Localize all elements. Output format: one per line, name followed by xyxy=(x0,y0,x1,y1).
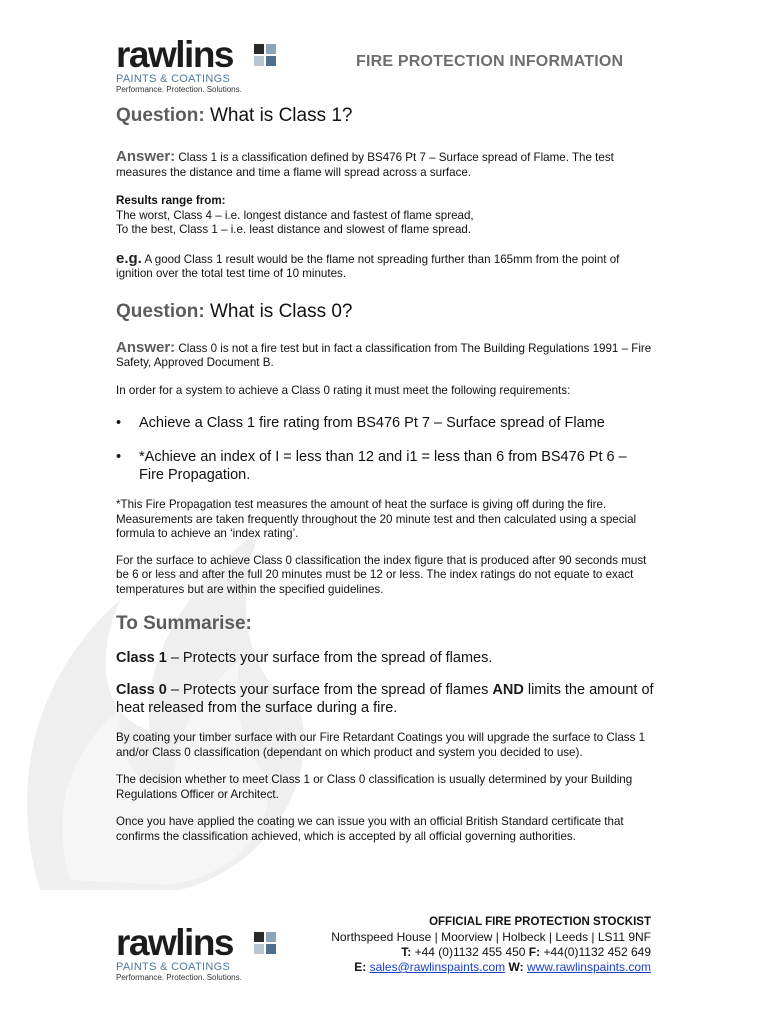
summary-paragraph: Once you have applied the coating we can issue you with an official British Standard certificate that confirms the classification achieved, which is accepted by all official governing authorities. xyxy=(116,815,624,843)
summary-class-1-label: Class 1 xyxy=(116,650,167,666)
answer-text: Class 1 is a classification defined by BS476 Pt 7 – Surface spread of Flame. The test measures the distance and time a flame will spread across a surface. xyxy=(116,151,614,179)
logo-squares-icon xyxy=(254,932,276,954)
summary-class-0-text: – Protects your surface from the spread of flames xyxy=(166,682,493,698)
summary-class-0-text-end: limits the amount of heat released from the surface during a fire. xyxy=(116,682,654,716)
fax-number: +44(0)1132 452 649 xyxy=(540,945,651,959)
logo-squares-icon xyxy=(254,44,276,66)
logo-wordmark: rawlins xyxy=(116,922,233,963)
header-logo xyxy=(116,34,242,95)
results-range xyxy=(116,194,654,238)
logo-wordmark: rawlins xyxy=(116,34,233,75)
footer-contact xyxy=(331,915,651,975)
summary-paragraph: The decision whether to meet Class 1 or Class 0 classification is usually determined by your Building Regulations Officer or Architect. xyxy=(116,773,633,801)
fax-label: F: xyxy=(528,945,541,959)
phone-number: +44 (0)1132 455 450 xyxy=(411,945,529,959)
question-label: Question: xyxy=(116,300,205,322)
question-text: What is Class 0? xyxy=(209,300,353,322)
footer-phone xyxy=(331,945,651,960)
question-label: Question: xyxy=(116,105,205,126)
example-text: A good Class 1 result would be the flame not spreading further than 165mm from the point of ignition over the total test time of 10 minutes. xyxy=(116,252,620,280)
answer-label: Answer: xyxy=(116,338,176,356)
question-class-1 xyxy=(116,104,654,128)
summary-paragraph: By coating your timber surface with our Fire Retardant Coatings you will upgrade the surface to Class 1 and/or Class 0 classification (dependant on which product and system you decided to use). xyxy=(116,731,646,759)
requirements-list xyxy=(116,414,654,484)
main-content xyxy=(116,104,654,844)
results-range-title: Results range from: xyxy=(116,194,226,207)
footer-logo xyxy=(116,922,242,983)
list-item: • *Achieve an index of I = less than 12 and i1 = less than 6 from BS476 Pt 6 – Fire Propagation. xyxy=(116,448,654,484)
answer-class-0 xyxy=(116,338,654,371)
summary-title: To Summarise: xyxy=(116,613,252,634)
summary-class-1 xyxy=(116,649,654,667)
footer-links xyxy=(331,960,651,975)
web-label: W: xyxy=(508,960,524,974)
email-link[interactable]: sales@rawlinspaints.com xyxy=(369,960,506,974)
phone-label: T: xyxy=(401,945,412,959)
page-title: FIRE PROTECTION INFORMATION xyxy=(356,53,624,70)
question-text: What is Class 1? xyxy=(209,105,353,126)
website-link[interactable]: www.rawlinspaints.com xyxy=(526,960,651,974)
question-class-0 xyxy=(116,300,654,324)
logo-subtitle: PAINTS & COATINGS xyxy=(116,961,231,973)
footer-address: Northspeed House | Moorview | Holbeck | Leeds | LS11 9NF xyxy=(331,930,651,944)
answer-text: Class 0 is not a fire test but in fact a classification from The Building Regulations 1991 – Fire Safety, Approved Document B. xyxy=(116,341,652,369)
list-item: • Achieve a Class 1 fire rating from BS476 Pt 7 – Surface spread of Flame xyxy=(116,414,654,432)
answer-label: Answer: xyxy=(116,148,176,165)
fire-propagation-note: *This Fire Propagation test measures the amount of heat the surface is giving off during the fire. Measurements are taken frequently throughout the 20 minute test and then calculated using a special formula to achieve an ‘index rating’. xyxy=(116,498,637,540)
email-label: E: xyxy=(354,960,367,974)
logo-tagline: Performance. Protection. Solutions. xyxy=(116,85,242,94)
requirements-intro: In order for a system to achieve a Class 0 rating it must meet the following requirements: xyxy=(116,383,571,397)
results-range-worst: The worst, Class 4 – i.e. longest distance and fastest of flame spread, xyxy=(116,208,474,222)
summary-class-0-label: Class 0 xyxy=(116,682,167,698)
footer-title: OFFICIAL FIRE PROTECTION STOCKIST xyxy=(429,916,651,928)
example-class-1 xyxy=(116,249,654,282)
summary-class-0 xyxy=(116,681,654,717)
index-explanation: For the surface to achieve Class 0 classification the index figure that is produced after 90 seconds must be 6 or less and after the full 20 minutes must be 12 or less. The index ratings do not equate to exact temperatures but are within the specified guidelines. xyxy=(116,553,647,596)
logo-tagline: Performance. Protection. Solutions. xyxy=(116,973,242,982)
summary-class-0-and: AND xyxy=(492,682,524,698)
results-range-best: To the best, Class 1 – i.e. least distance and slowest of flame spread. xyxy=(116,223,472,236)
answer-class-1 xyxy=(116,150,654,180)
example-label: e.g. xyxy=(116,249,142,267)
logo-subtitle: PAINTS & COATINGS xyxy=(116,73,231,85)
summary-class-1-text: – Protects your surface from the spread of flames. xyxy=(166,650,493,666)
